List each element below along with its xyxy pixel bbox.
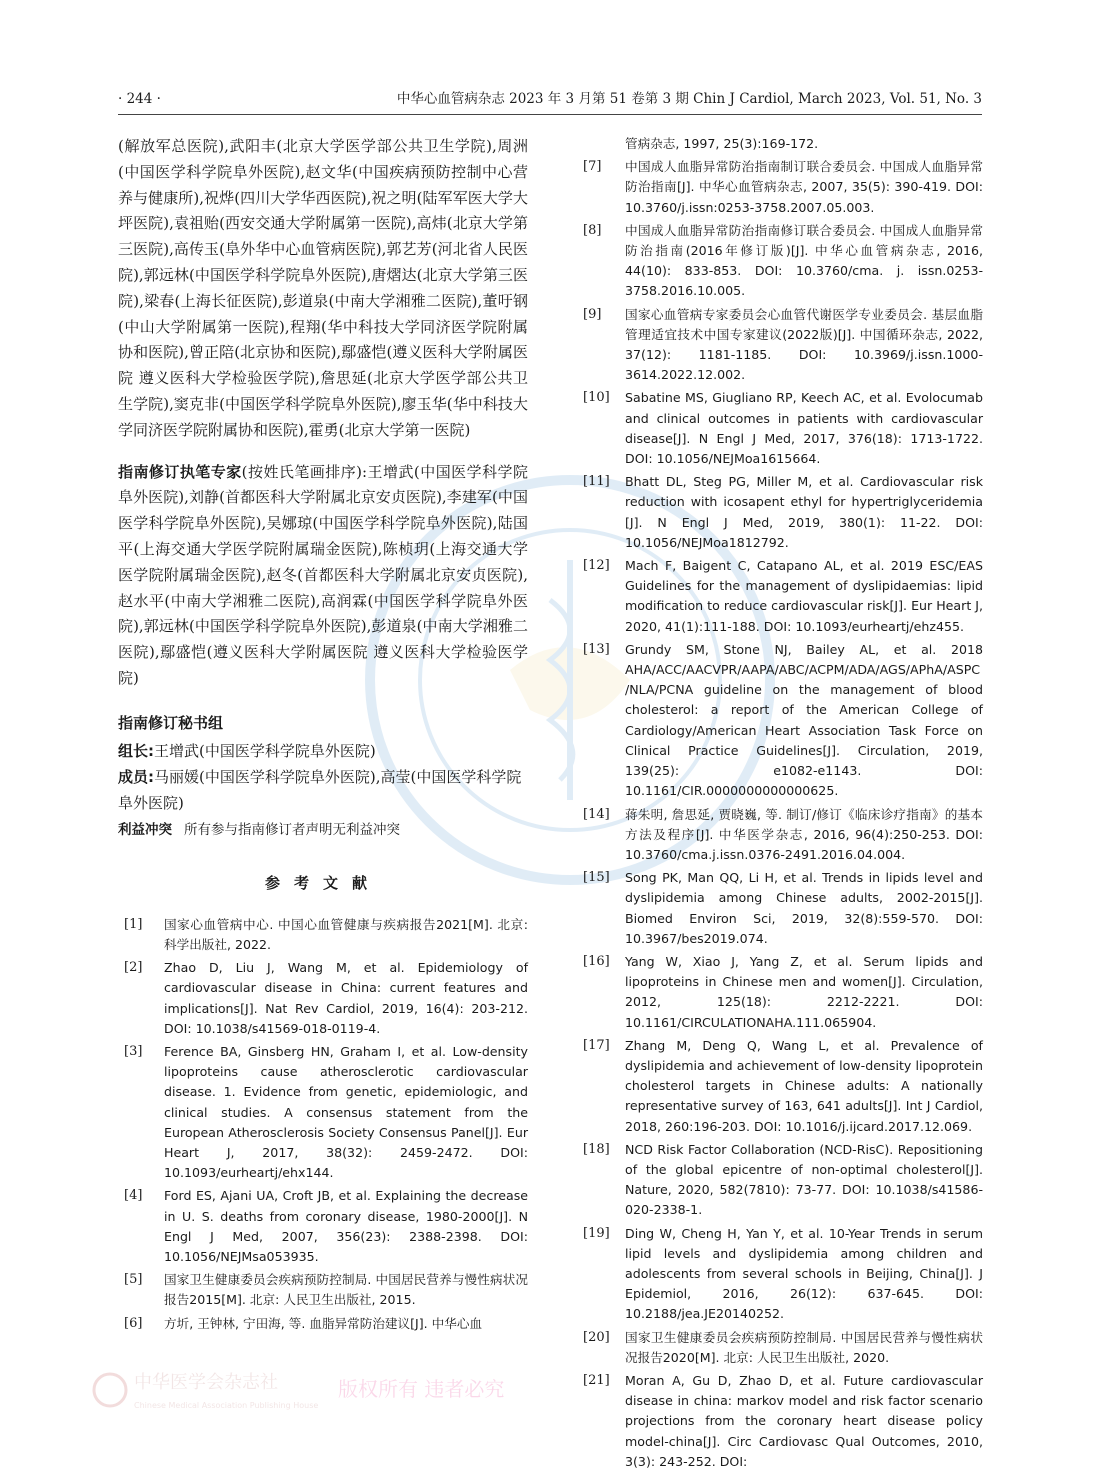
reference-text: Ding W, Cheng H, Yan Y, et al. 10-Year Trends in serum lipid levels and dyslipidemia among children and adolescents from several schools in Beijing, China[J]. J Epidemiol, 2016, 26(12): 637-645. DOI: 10.2188/jea.JE20140252. <box>625 1225 983 1322</box>
reference-text: Ference BA, Ginsberg HN, Graham I, et al. Low-density lipoproteins cause atherosclerotic cardiovascular disease. 1. Evidence from genetic, epidemiologic, and clinical studies. A consensus statement from the European Atherosclerosis Society Consensus Panel[J]. Eur Heart J, 2017, 38(32): 2459-2472. DOI: 10.1093/eurheartj/ehx144. <box>164 1043 528 1181</box>
reference-number: [9] <box>583 306 602 322</box>
reference-number: [12] <box>583 558 610 574</box>
reference-text: Moran A, Gu D, Zhao D, et al. Future cardiovascular disease in china: markov model and risk factor scenario projections from the coronary heart disease policy model-china[J]. Circ Cardiovasc Qual Outcomes, 2010, 3(3): 243-252. DOI: <box>625 1372 983 1469</box>
reference-item <box>118 1186 528 1267</box>
writers-paragraph <box>118 460 528 692</box>
reference-text: Song PK, Man QQ, Li H, et al. Trends in lipids level and dyslipidemia among Chinese adults, 2002-2015[J]. Biomed Environ Sci, 2019, 32(8):559-570. DOI: 10.3967/bes2019.074. <box>625 870 983 946</box>
reference-text: Ford ES, Ajani UA, Croft JB, et al. Explaining the decrease in U. S. deaths from coronary disease, 1980-2000[J]. N Engl J Med, 2007, 356(23): 2388-2398. DOI: 10.1056/NEJMsa053935. <box>164 1188 528 1264</box>
reference-item <box>118 1042 528 1183</box>
reference-text: NCD Risk Factor Collaboration (NCD-RisC). Repositioning of the global epicentre of non-optimal cholesterol[J]. Nature, 2020, 582(7810): 73-77. DOI: 10.1038/s41586-020-2338-1. <box>625 1141 983 1218</box>
reference-number: [16] <box>583 953 610 969</box>
reference-number: [4] <box>124 1188 143 1204</box>
reference-item <box>583 640 983 802</box>
members-text: 马丽媛(中国医学科学院阜外医院),高莹(中国医学科学院阜外医院) <box>118 767 522 812</box>
writers-label: 指南修订执笔专家 <box>118 462 242 481</box>
publisher-footer-mark <box>88 1360 508 1420</box>
reference-number: [7] <box>583 159 602 175</box>
page-number: · 244 · <box>118 91 161 107</box>
reference-item <box>583 388 983 469</box>
reference-number: [13] <box>583 641 610 657</box>
coi-text: 所有参与指南修订者声明无利益冲突 <box>184 821 400 838</box>
reference-text: 中国成人血脂异常防治指南制订联合委员会. 中国成人血脂异常防治指南[J]. 中华心血管病杂志, 2007, 35(5): 390-419. DOI: 10.3760/j.issn:0253-3758.2007.05.003. <box>625 159 983 215</box>
reference-item <box>583 952 983 1033</box>
reference-text: Zhao D, Liu J, Wang M, et al. Epidemiology of cardiovascular disease in China: current features and implications[J]. Nat Rev Cardiol, 2019, 16(4): 203-212. DOI: 10.1038/s41569-018-0119-4. <box>164 960 528 1036</box>
reference-text: Yang W, Xiao J, Yang Z, et al. Serum lipids and lipoproteins in Chinese men and women[J]. Circulation, 2012, 125(18): 2212-2221. DOI: 10.1161/CIRCULATIONAHA.111.065904. <box>625 953 983 1030</box>
reference-number: [18] <box>583 1141 610 1157</box>
reference-number: [19] <box>583 1225 610 1241</box>
reference-number: [5] <box>124 1272 143 1288</box>
reference-item <box>118 915 528 955</box>
reference-text: 国家心血管病专家委员会心血管代谢医学专业委员会. 基层血脂管理适宜技术中国专家建议(2022版)[J]. 中国循环杂志, 2022, 37(12): 1181-1185. DOI: 10.3969/j.issn.1000-3614.2022.12.002. <box>625 306 983 383</box>
reference-item <box>583 868 983 949</box>
reference-number: [3] <box>124 1043 143 1059</box>
reference-item <box>583 1224 983 1325</box>
header-rule <box>118 114 982 115</box>
copyright-slogan: 版权所有 违者必究 <box>338 1377 505 1401</box>
reference-item <box>118 1314 528 1334</box>
reference-number: [20] <box>583 1329 610 1345</box>
left-column <box>118 134 528 1337</box>
reference-item <box>583 157 983 218</box>
references-list-right <box>583 157 983 1472</box>
reference-text: Grundy SM, Stone NJ, Bailey AL, et al. 2018 AHA/ACC/AACVPR/AAPA/ABC/ACPM/ADA/AGS/APhA/ASPC/NLA/PCNA guideline on the management of blood cholesterol: a report of the American College of Cardiology/American Heart Association Task Force on Clinical Practice Guidelines[J]. Circulation, 2019, 139(25): e1082-e1143. DOI: 10.1161/CIR.0000000000000625. <box>625 641 983 799</box>
reference-item <box>583 1371 983 1472</box>
reference-number: [11] <box>583 474 610 490</box>
reference-item <box>118 958 528 1039</box>
writers-text: (按姓氏笔画排序):王增武(中国医学科学院阜外医院),刘静(首都医科大学附属北京安贞医院),李建军(中国医学科学院阜外医院),吴娜琼(中国医学科学院阜外医院),陆国平(上海交通大学医学院附属瑞金医院),陈桢玥(上海交通大学医学院附属瑞金医院),赵冬(首都医科大学附属北京安贞医院),赵水平(中南大学湘雅二医院),高润霖(中国医学科学院阜外医院),郭远林(中国医学科学院阜外医院),彭道泉(中南大学湘雅二医院),鄢盛恺(遵义医科大学附属医院 遵义医科大学检验医学院) <box>118 462 528 687</box>
conflict-of-interest <box>118 818 528 842</box>
reference-number: [8] <box>583 222 602 238</box>
reference-number: [14] <box>583 806 610 822</box>
secretary-group-title: 指南修订秘书组 <box>118 713 224 732</box>
right-column <box>583 134 983 1475</box>
reference-item <box>583 221 983 302</box>
running-header <box>118 88 982 110</box>
committee-members-paragraph: (解放军总医院),武阳丰(北京大学医学部公共卫生学院),周洲(中国医学科学院阜外医院),赵文华(中国疾病预防控制中心营养与健康所),祝烨(四川大学华西医院),祝之明(陆军军医大学大坪医院),袁祖贻(西安交通大学附属第一医院),高炜(北京大学第三医院),高传玉(阜外华中心血管病医院),郭艺芳(河北省人民医院),郭远林(中国医学科学院阜外医院),唐熠达(北京大学第三医院),梁春(上海长征医院),彭道泉(中南大学湘雅二医院),董吁钢(中山大学附属第一医院),程翔(华中科技大学同济医学院附属协和医院),曾正陪(北京协和医院),鄢盛恺(遵义医科大学附属医院 遵义医科大学检验医学院),詹思延(北京大学医学部公共卫生学院),窦克非(中国医学科学院阜外医院),廖玉华(华中科技大学同济医学院附属协和医院),霍勇(北京大学第一医院) <box>118 137 528 439</box>
reference-number: [2] <box>124 960 143 976</box>
reference-text: 蒋朱明, 詹思延, 贾晓巍, 等. 制订/修订《临床诊疗指南》的基本方法及程序[J]. 中华医学杂志, 2016, 96(4):250-253. DOI: 10.3760/cma.j.issn.0376-2491.2016.04.004. <box>625 806 983 862</box>
reference-item <box>583 1036 983 1137</box>
reference-text: 中国成人血脂异常防治指南修订联合委员会. 中国成人血脂异常防治指南(2016年修订版)[J]. 中华心血管病杂志, 2016, 44(10): 833-853. DOI: 10.3760/cma. j. issn.0253-3758.2016.10.005. <box>625 222 983 299</box>
secretary-leader <box>118 738 528 764</box>
reference-text: 国家心血管病中心. 中国心血管健康与疾病报告2021[M]. 北京: 科学出版社, 2022. <box>164 916 528 952</box>
reference-item <box>583 1140 983 1221</box>
coi-label: 利益冲突 <box>118 821 172 838</box>
secretary-members <box>118 764 528 816</box>
reference-number: [17] <box>583 1037 610 1053</box>
reference-text: Zhang M, Deng Q, Wang L, et al. Prevalence of dyslipidemia and achievement of low-density lipoprotein cholesterol targets in Chinese adults: A nationally representative survey of 163, 641 adults[J]. Int J Cardiol, 2018, 260:196-203. DOI: 10.1016/j.ijcard.2017.12.069. <box>625 1037 983 1134</box>
members-label: 成员: <box>118 767 154 786</box>
reference-number: [21] <box>583 1372 610 1388</box>
reference-number: [15] <box>583 870 610 886</box>
reference-item <box>118 1270 528 1310</box>
publisher-name-cn: 中华医学会杂志社 <box>134 1372 278 1393</box>
reference-text: Sabatine MS, Giugliano RP, Keech AC, et al. Evolocumab and clinical outcomes in patients with cardiovascular disease[J]. N Engl J Med, 2017, 376(18): 1713-1722. DOI: 10.1056/NEJMoa1615664. <box>625 390 983 467</box>
reference-item <box>583 305 983 386</box>
reference-text: 国家卫生健康委员会疾病预防控制局. 中国居民营养与慢性病状况报告2020[M]. 北京: 人民卫生出版社, 2020. <box>625 1329 983 1365</box>
reference-item <box>583 1328 983 1368</box>
reference-text: 方圻, 王钟林, 宁田海, 等. 血脂异常防治建议[J]. 中华心血 <box>164 1315 483 1331</box>
reference-continuation: 管病杂志, 1997, 25(3):169-172. <box>625 136 819 151</box>
reference-number: [10] <box>583 390 610 406</box>
reference-item <box>583 472 983 553</box>
leader-text: 王增武(中国医学科学院阜外医院) <box>154 741 376 760</box>
journal-citation: 中华心血管病杂志 2023 年 3 月第 51 卷第 3 期 Chin J Cardiol, March 2023, Vol. 51, No. 3 <box>396 91 982 107</box>
leader-label: 组长: <box>118 741 154 760</box>
reference-text: Mach F, Baigent C, Catapano AL, et al. 2019 ESC/EAS Guidelines for the management of dyslipidaemias: lipid modification to reduce cardiovascular risk[J]. Eur Heart J, 2020, 41(1):111-188. DOI: 10.1093/eurheartj/ehz455. <box>625 558 983 634</box>
reference-text: Bhatt DL, Steg PG, Miller M, et al. Cardiovascular risk reduction with icosapent ethyl for hypertriglyceridemia [J]. N Engl J Med, 2019, 380(1): 11-22. DOI: 10.1056/NEJMoa1812792. <box>625 474 983 550</box>
reference-item <box>583 556 983 637</box>
reference-number: [1] <box>124 916 143 932</box>
publisher-name-en: Chinese Medical Association Publishing House <box>134 1401 319 1410</box>
reference-item <box>583 805 983 866</box>
reference-text: 国家卫生健康委员会疾病预防控制局. 中国居民营养与慢性病状况报告2015[M]. 北京: 人民卫生出版社, 2015. <box>164 1272 528 1308</box>
reference-number: [6] <box>124 1315 143 1331</box>
references-title: 参考文献 <box>264 873 381 892</box>
references-list-left <box>118 915 528 1334</box>
